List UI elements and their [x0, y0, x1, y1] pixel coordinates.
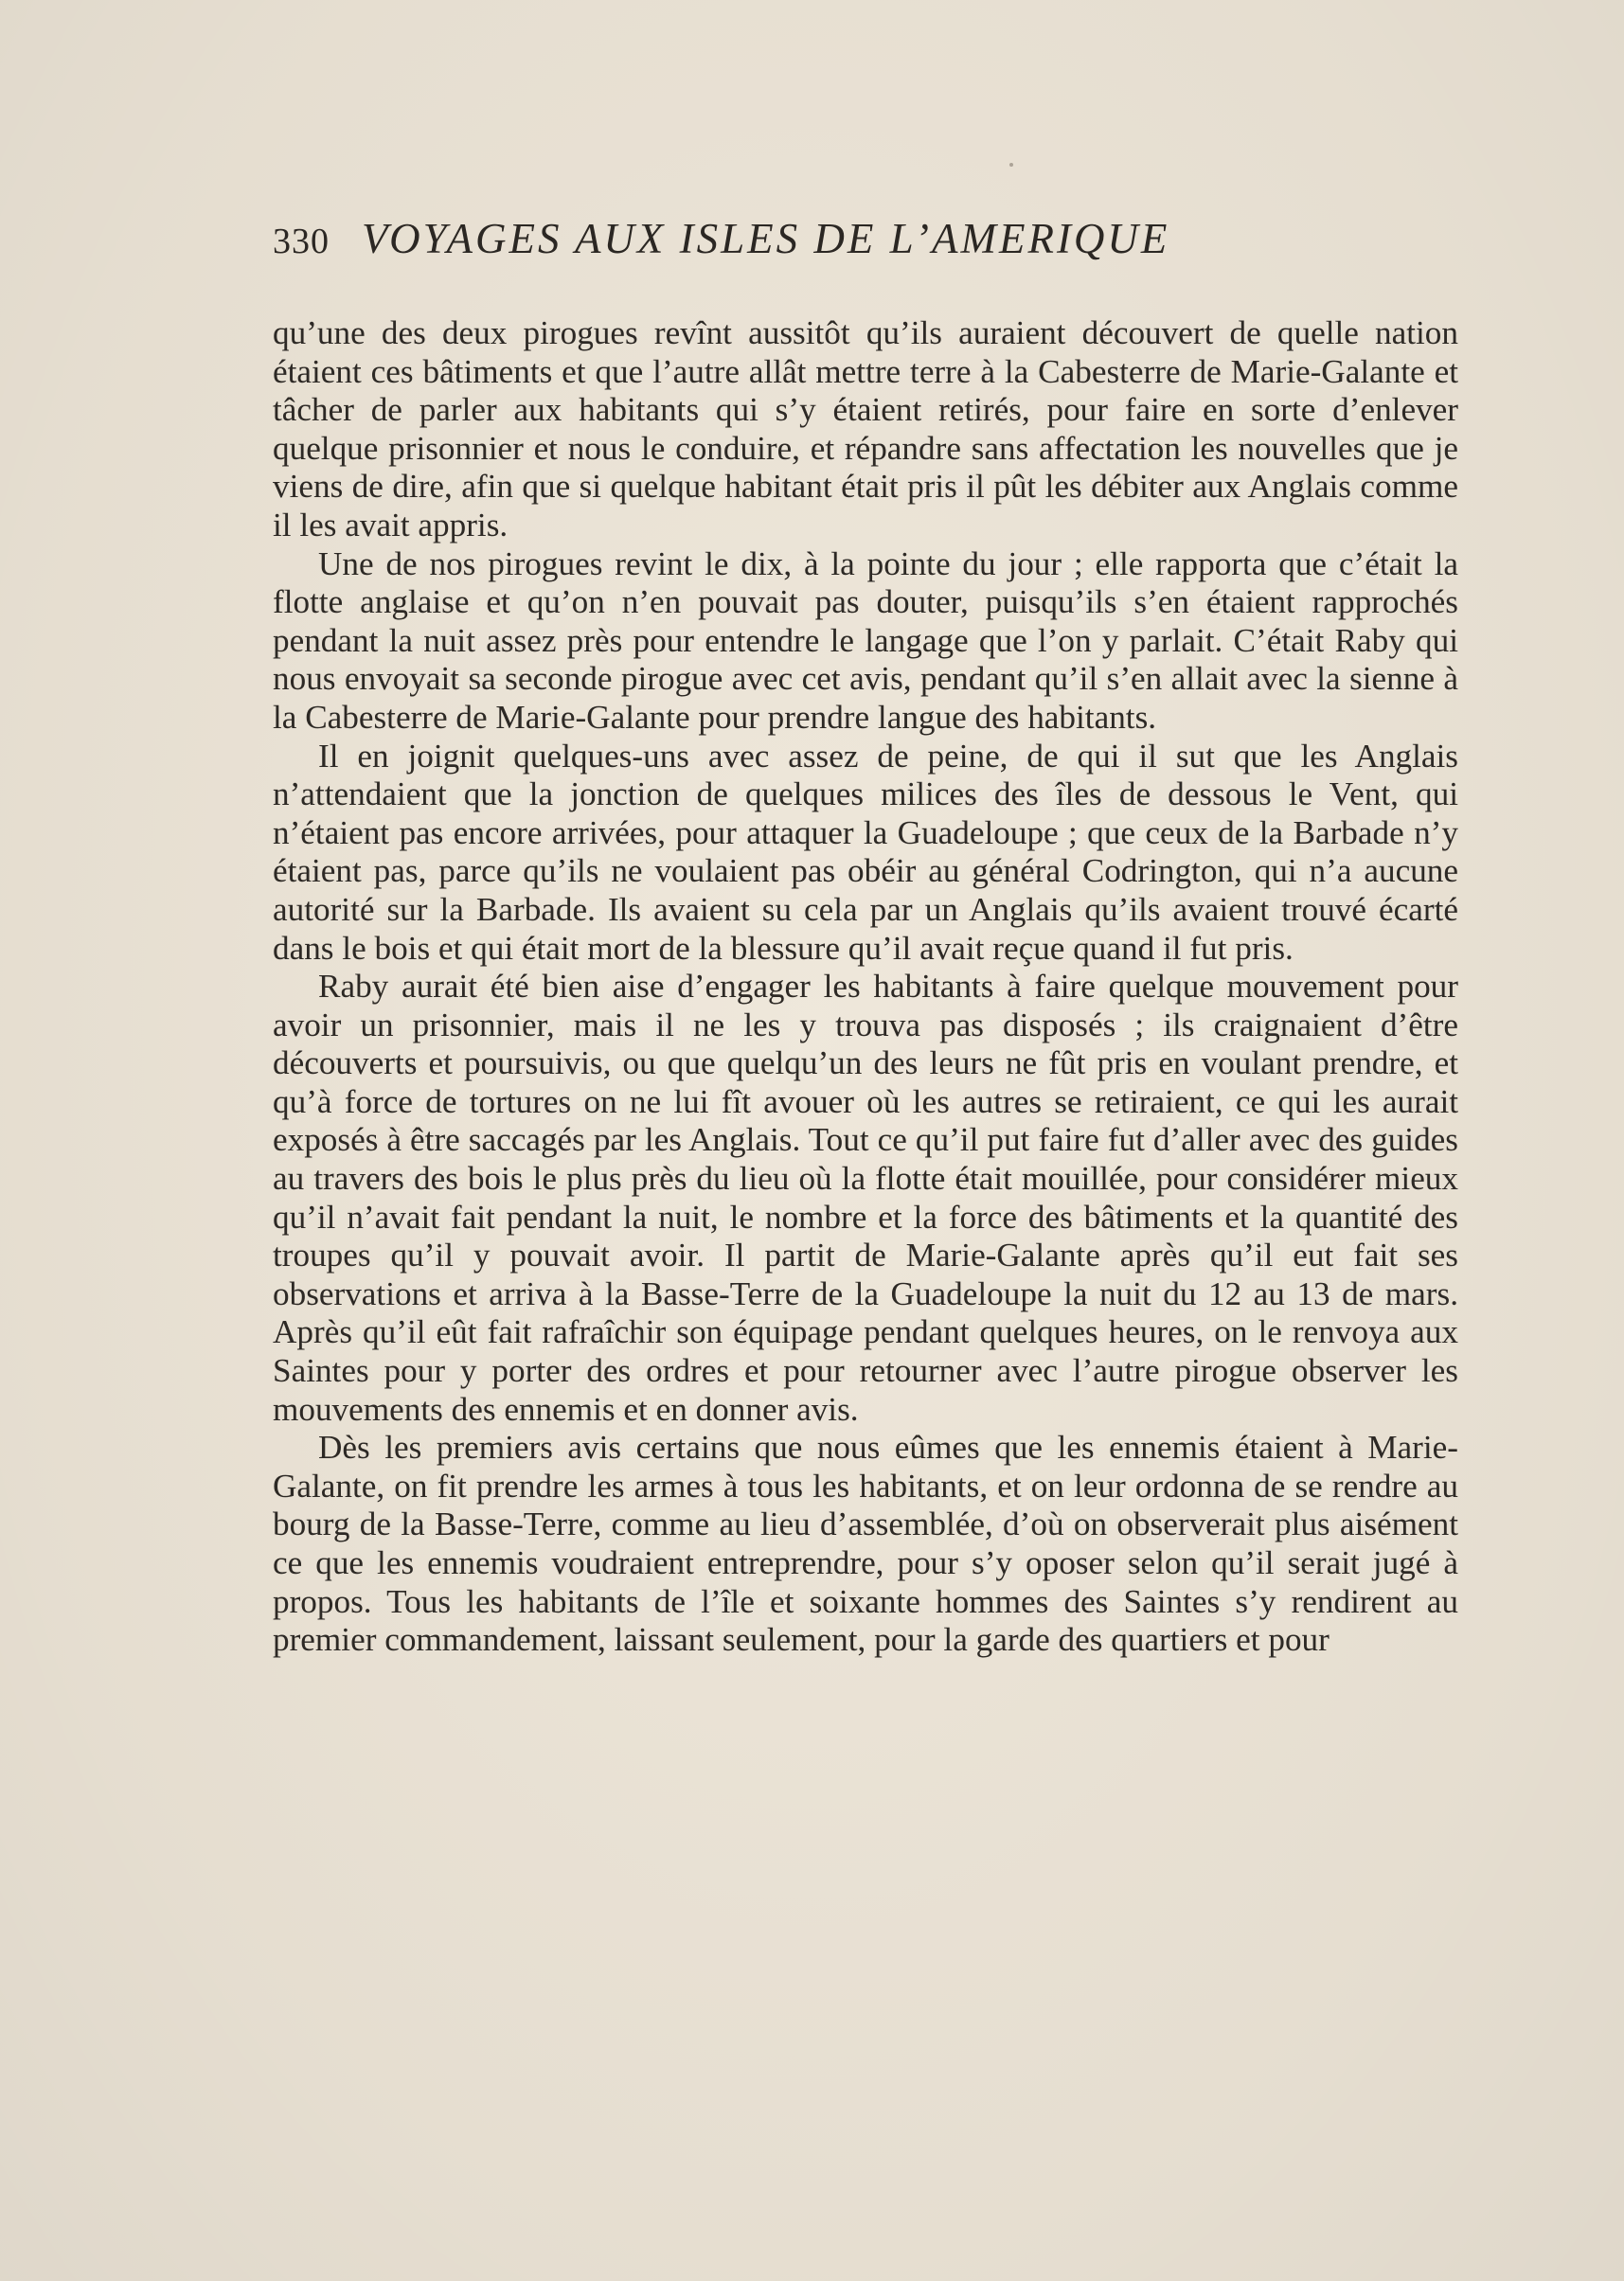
body-text	[273, 314, 1458, 1924]
paragraph-4: Raby aurait été bien aise d’engager les habitants à faire quelque mouvement pour avoir un prisonnier, mais il ne les y trouva pas disposés ; ils craignaient d’être découverts et poursuivis, ou que quelqu’un des leurs ne fût pris en voulant prendre, et qu’à force de tortures on ne lui fît avouer où les autres se retiraient, ce qui les aurait exposés à être saccagés par les Anglais. Tout ce qu’il put faire fut d’aller avec des guides au travers des bois le plus près du lieu où la flotte était mouillée, pour considérer mieux qu’il n’avait fait pendant la nuit, le nombre et la force des bâtiments et la quantité des troupes qu’il y pouvait avoir. Il partit de Marie-Galante après qu’il eut fait ses observations et arriva à la Basse-Terre de la Guadeloupe la nuit du 12 au 13 de mars. Après qu’il eût fait rafraîchir son équipage pendant quelques heures, on le renvoya aux Saintes pour y porter des ordres et pour retourner avec l’autre pirogue observer les mouvements des ennemis et en donner avis.	[273, 968, 1458, 1428]
running-title: VOYAGES AUX ISLES DE L’AMERIQUE	[362, 215, 1170, 262]
paragraph-3: Il en joignit quelques-uns avec assez de peine, de qui il sut que les Anglais n’attendaient que la jonction de quelques milices des îles de dessous le Vent, qui n’étaient pas encore arrivées, pour attaquer la Guadeloupe ; que ceux de la Barbade n’y étaient pas, parce qu’ils ne voulaient pas obéir au général Codrington, qui n’a aucune autorité sur la Barbade. Ils avaient su cela par un Anglais qu’ils avaient trouvé écarté dans le bois et qui était mort de la blessure qu’il avait reçue quand il fut pris.	[273, 737, 1458, 967]
paragraph-2: Une de nos pirogues revint le dix, à la pointe du jour ; elle rapporta que c’était la flotte anglaise et qu’on n’en pouvait pas douter, puisqu’ils s’en étaient rapprochés pendant la nuit assez près pour entendre le langage que l’on y parlait. C’était Raby qui nous envoyait sa seconde pirogue avec cet avis, pendant qu’il s’en allait avec la sienne à la Cabesterre de Marie-Galante pour prendre langue des habitants.	[273, 544, 1458, 736]
running-header	[273, 214, 1390, 280]
print-speck	[1009, 163, 1013, 167]
paragraph-1: qu’une des deux pirogues revînt aussitôt qu’ils auraient découvert de quelle nation étaient ces bâtiments et que l’autre allât mettre terre à la Cabesterre de Marie-Galante et tâcher de parler aux habitants qui s’y étaient retirés, pour faire en sorte d’enlever quelque prisonnier et nous le conduire, et répandre sans affectation les nouvelles que je viens de dire, afin que si quelque habitant était pris il pût les débiter aux Anglais comme il les avait appris.	[273, 314, 1458, 544]
paragraph-5: Dès les premiers avis certains que nous eûmes que les ennemis étaient à Marie-Galante, on fit prendre les armes à tous les habitants, et on leur ordonna de se rendre au bourg de la Basse-Terre, comme au lieu d’assemblée, d’où on observerait plus aisément ce que les ennemis voudraient entreprendre, pour s’y oposer selon qu’il serait jugé à propos. Tous les habitants de l’île et soixante hommes des Saintes s’y rendirent au premier commandement, laissant seulement, pour la garde des quartiers et pour	[273, 1429, 1458, 1659]
page-number: 330	[273, 222, 330, 261]
